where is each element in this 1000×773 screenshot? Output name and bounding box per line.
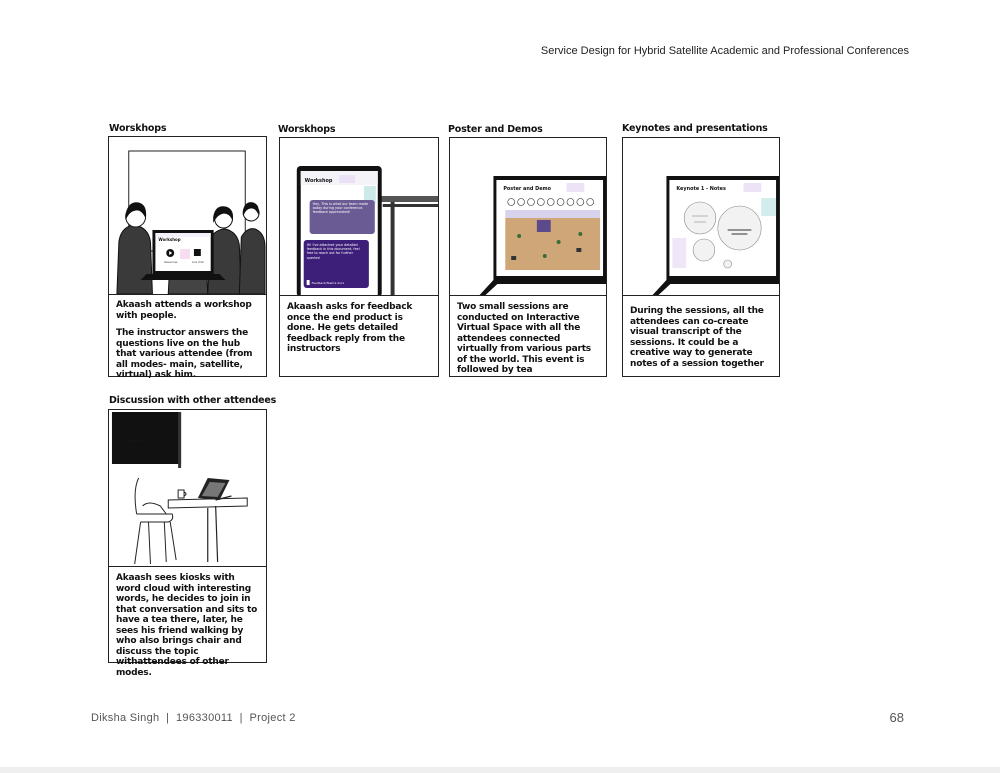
frame-2-attachment: Feedback/Team1.docx — [311, 280, 345, 286]
svg-text:word cloud: word cloud — [126, 437, 149, 444]
caption-paragraph: Two small sessions are conducted on Interactive Virtual Space with all the attendees connected virtually from various parts of the world. This event is followed by tea — [457, 302, 591, 375]
frame-5-illustration — [109, 410, 266, 567]
frame-3-illustration — [450, 138, 606, 296]
frame-2-chat-msg-1: Hey, This is what our team made today during your conference. feedback appreciated! — [312, 202, 369, 215]
frame-1-screen-item-a: Resources — [164, 260, 178, 265]
frame-1-label: Worskhops — [109, 123, 167, 134]
frame-2-caption — [287, 302, 432, 362]
bottom-divider — [0, 767, 1000, 773]
frame-1-screen-item-b: Live chat — [191, 260, 204, 265]
storyboard-frame-1 — [108, 136, 267, 380]
frame-1-screen-title: Workshop — [158, 236, 181, 243]
document-header-title: Service Design for Hybrid Satellite Academic and Professional Conferences — [540, 45, 909, 57]
footer-author: Diksha Singh | 196330011 | Project 2 — [91, 712, 296, 724]
storyboard-frame-4 — [622, 137, 780, 377]
storyboard-frame-5 — [108, 409, 267, 678]
caption-paragraph: The instructor answers the questions live on the hub that various attendee (from all modes- main, satellite, virtual) ask him. — [116, 328, 253, 380]
frame-2-label: Worskhops — [278, 124, 336, 135]
frame-1-illustration — [109, 137, 266, 295]
frame-4-illustration — [623, 138, 779, 296]
storyboard-frame-3 — [449, 137, 607, 377]
frame-5-label: Discussion with other attendees — [109, 395, 277, 406]
frame-5-caption — [116, 573, 260, 685]
frame-2-illustration — [280, 138, 438, 296]
frame-3-label: Poster and Demos — [448, 124, 543, 135]
caption-paragraph: During the sessions, all the attendees can co-create visual transcript of the sessions. It could be a creative way to generate notes of a session together — [630, 306, 764, 369]
frame-4-caption — [630, 306, 773, 376]
frame-3-caption — [457, 302, 600, 383]
tea-cup-icon — [178, 490, 184, 498]
caption-paragraph: Akaash asks for feedback once the end product is done. He gets detailed feedback reply from the instructors — [287, 302, 413, 354]
page-number: 68 — [889, 710, 904, 725]
frame-4-label: Keynotes and presentations — [622, 123, 768, 134]
frame-3-screen-title: Poster and Demo — [503, 185, 552, 193]
document-icon — [307, 280, 310, 285]
frame-1-caption — [116, 300, 260, 388]
caption-paragraph: Akaash sees kiosks with word cloud with interesting words, he decides to join in that conversation and sits to have a tea there, later, he sees his friend walking by who also brings chair and discuss the topic withattendees of other modes. — [116, 573, 258, 678]
frame-2-chat-msg-2: Hi! I've attached your detailed feedback in this document, feel free to reach out for further queries! — [306, 243, 360, 260]
chat-icon — [194, 249, 201, 256]
frame-2-screen-title: Workshop — [304, 177, 333, 185]
frame-4-screen-title: Keynote 1 - Notes — [676, 185, 726, 193]
caption-paragraph: Akaash attends a workshop with people. — [116, 300, 252, 321]
storyboard-frame-2 — [279, 137, 439, 377]
